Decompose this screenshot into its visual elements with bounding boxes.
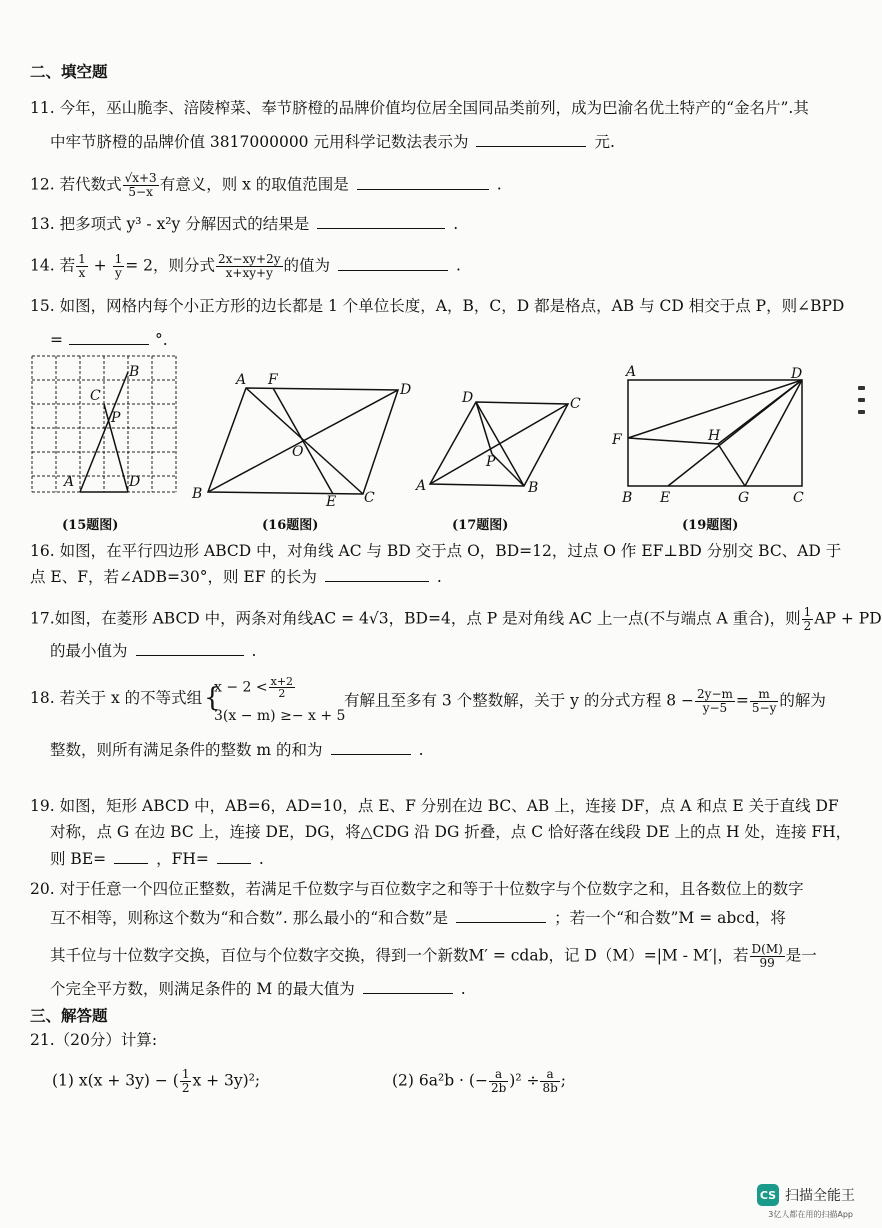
- q20-blank-1: [456, 908, 546, 923]
- fig17-label-B: B: [528, 480, 539, 496]
- q20-line1: 20. 对于任意一个四位正整数，若满足千位数字与百位数字之和等于十位数字与个位数字之和，且各数位上的数字: [30, 880, 804, 898]
- fig16-label-E: E: [326, 494, 337, 510]
- q19-line2: 对称，点 G 在边 BC 上，连接 DE，DG，将△CDG 沿 DG 折叠，点 C 恰好落在线段 DE 上的点 H 处，连接 FH，: [50, 823, 852, 841]
- q19-line3: 则 BE= ，FH= .: [50, 850, 264, 868]
- fig16-label-B: B: [192, 486, 203, 502]
- q13: 13. 把多项式 y³ - x²y 分解因式的结果是 .: [30, 215, 459, 233]
- scanner-logo: [757, 1184, 855, 1206]
- caption-fig17: (17题图): [452, 518, 509, 533]
- q20-line2: 互不相等，则称这个数为“和合数”. 那么最小的“和合数”是 ；若一个“和合数”M = abcd，将: [50, 909, 786, 927]
- q18-row1: x − 2 < $\frac{x+2}{2}$: [214, 675, 294, 700]
- section-answer-title: 三、解答题: [30, 1006, 108, 1025]
- fig16-label-O: O: [292, 444, 304, 460]
- q18-a: 18. 若关于 x 的不等式组: [30, 689, 203, 707]
- q16-line2: 点 E、F，若∠ADB=30°，则 EF 的长为 .: [30, 568, 442, 586]
- fig17-label-D: D: [462, 390, 474, 406]
- fig19-label-B: B: [622, 490, 633, 506]
- figure-15-grid: [28, 352, 180, 500]
- fig19-label-E: E: [660, 490, 671, 506]
- fig16-label-C: C: [364, 490, 375, 506]
- q16-line1: 16. 如图，在平行四边形 ABCD 中，对角线 AC 与 BD 交于点 O，BD=12，过点 O 作 EF⊥BD 分别交 BC、AD 于: [30, 542, 842, 560]
- fig19-label-C: C: [793, 490, 804, 506]
- q21-part2: (2) 6a²b · (− $\frac{a}{2b}$ )² ÷ $\frac{a}{8b}$ ;: [392, 1067, 567, 1095]
- q11-blank: [476, 132, 586, 147]
- fig15-label-A: A: [64, 474, 75, 490]
- q15-blank: [69, 330, 149, 345]
- q16-blank: [325, 567, 429, 582]
- fig17-label-P: P: [486, 454, 496, 470]
- fig17-label-A: A: [416, 478, 427, 494]
- q17-line2: 的最小值为 .: [50, 642, 257, 660]
- q14: 14. 若 $\frac{1}{x}$ + $\frac{1}{y}$ = 2，则分式 $\frac{2x-xy+2y}{x+xy+y}$ 的值为 .: [30, 252, 461, 280]
- q20-blank-2: [363, 979, 453, 994]
- fig19-label-F: F: [612, 432, 622, 448]
- q15-line2: = °.: [50, 331, 168, 349]
- q19-blank-fh: [217, 849, 251, 864]
- q12: 12. 若代数式 $\frac{√x+3}{5-x}$ 有意义，则 x 的取值范围是 .: [30, 171, 502, 199]
- fig15-label-C: C: [90, 388, 101, 404]
- caption-fig15: (15题图): [62, 518, 119, 533]
- logo-name: 扫描全能王: [785, 1188, 855, 1204]
- q12-blank: [357, 175, 489, 190]
- fig15-label-B: B: [129, 364, 140, 380]
- q20-line3: 其千位与十位数字交换，百位与个位数字交换，得到一个新数M′ = cdab，记 D（M）=|M - M′|，若 $\frac{D(M)}{99}$ 是一: [50, 942, 817, 970]
- figure-17-rhombus: [414, 384, 586, 502]
- q21-title: 21.（20分）计算:: [30, 1031, 158, 1049]
- edge-mark: [858, 398, 865, 402]
- q18-b: 有解且至多有 3 个整数解，关于 y 的分式方程 8 − $\frac{2y-m}{y-5}$ = $\frac{m}{5-y}$ 的解为: [344, 687, 826, 715]
- q11-line1: 11. 今年，巫山脆李、涪陵榨菜、奉节脐橙的品牌价值均位居全国同品类前列，成为巴渝名优土特产的“金名片”.其: [30, 99, 809, 117]
- caption-fig16: (16题图): [262, 518, 319, 533]
- fig17-label-C: C: [570, 396, 581, 412]
- q18-row2: 3(x − m) ≥− x + 5: [214, 708, 346, 724]
- q18-line2: 整数，则所有满足条件的整数 m 的和为 .: [50, 741, 424, 759]
- section-fill-in-title: 二、填空题: [30, 62, 108, 81]
- q14-fraction: $\frac{2x-xy+2y}{x+xy+y}$: [218, 252, 281, 280]
- q18-brace: {: [204, 683, 221, 713]
- q19-blank-be: [114, 849, 148, 864]
- fig16-label-A: A: [236, 372, 247, 388]
- edge-mark: [858, 410, 865, 414]
- q19-line1: 19. 如图，矩形 ABCD 中，AB=6，AD=10，点 E、F 分别在边 BC、AB 上，连接 DF，点 A 和点 E 关于直线 DF: [30, 797, 839, 815]
- cs-logo-icon: CS: [757, 1184, 779, 1206]
- fig16-label-F: F: [268, 372, 278, 388]
- q18-blank: [331, 740, 411, 755]
- q13-blank: [317, 214, 445, 229]
- q17-line1: 17.如图，在菱形 ABCD 中，两条对角线AC = 4√3，BD=4，点 P 是对角线 AC 上一点(不与端点 A 重合)，则 $\frac{1}{2}$ AP + PD: [30, 605, 882, 633]
- q12-fraction: $\frac{√x+3}{5-x}$: [124, 171, 157, 199]
- figure-19-rectangle: [610, 360, 810, 508]
- fig16-label-D: D: [400, 382, 412, 398]
- fig15-label-P: P: [111, 410, 121, 426]
- edge-mark: [858, 386, 865, 390]
- q21-part1: (1) x(x + 3y) − ( $\frac{1}{2}$ x + 3y)²;: [52, 1067, 261, 1095]
- figure-16-parallelogram: [188, 368, 413, 508]
- q20-line4: 个完全平方数，则满足条件的 M 的最大值为 .: [50, 980, 466, 998]
- q15-line1: 15. 如图，网格内每个小正方形的边长都是 1 个单位长度，A，B，C，D 都是格点，AB 与 CD 相交于点 P，则∠BPD: [30, 297, 845, 315]
- fig15-label-D: D: [129, 474, 141, 490]
- q14-blank: [338, 256, 448, 271]
- q11-line2: 中牢节脐橙的品牌价值 3817000000 元用科学记数法表示为 元.: [50, 133, 615, 151]
- q17-blank: [136, 641, 244, 656]
- caption-fig19: (19题图): [682, 518, 739, 533]
- fig19-label-G: G: [738, 490, 750, 506]
- logo-subtitle: 3亿人都在用的扫描App: [768, 1210, 853, 1219]
- fig19-label-D: D: [791, 366, 803, 382]
- fig19-label-A: A: [626, 364, 637, 380]
- fig19-label-H: H: [708, 428, 721, 444]
